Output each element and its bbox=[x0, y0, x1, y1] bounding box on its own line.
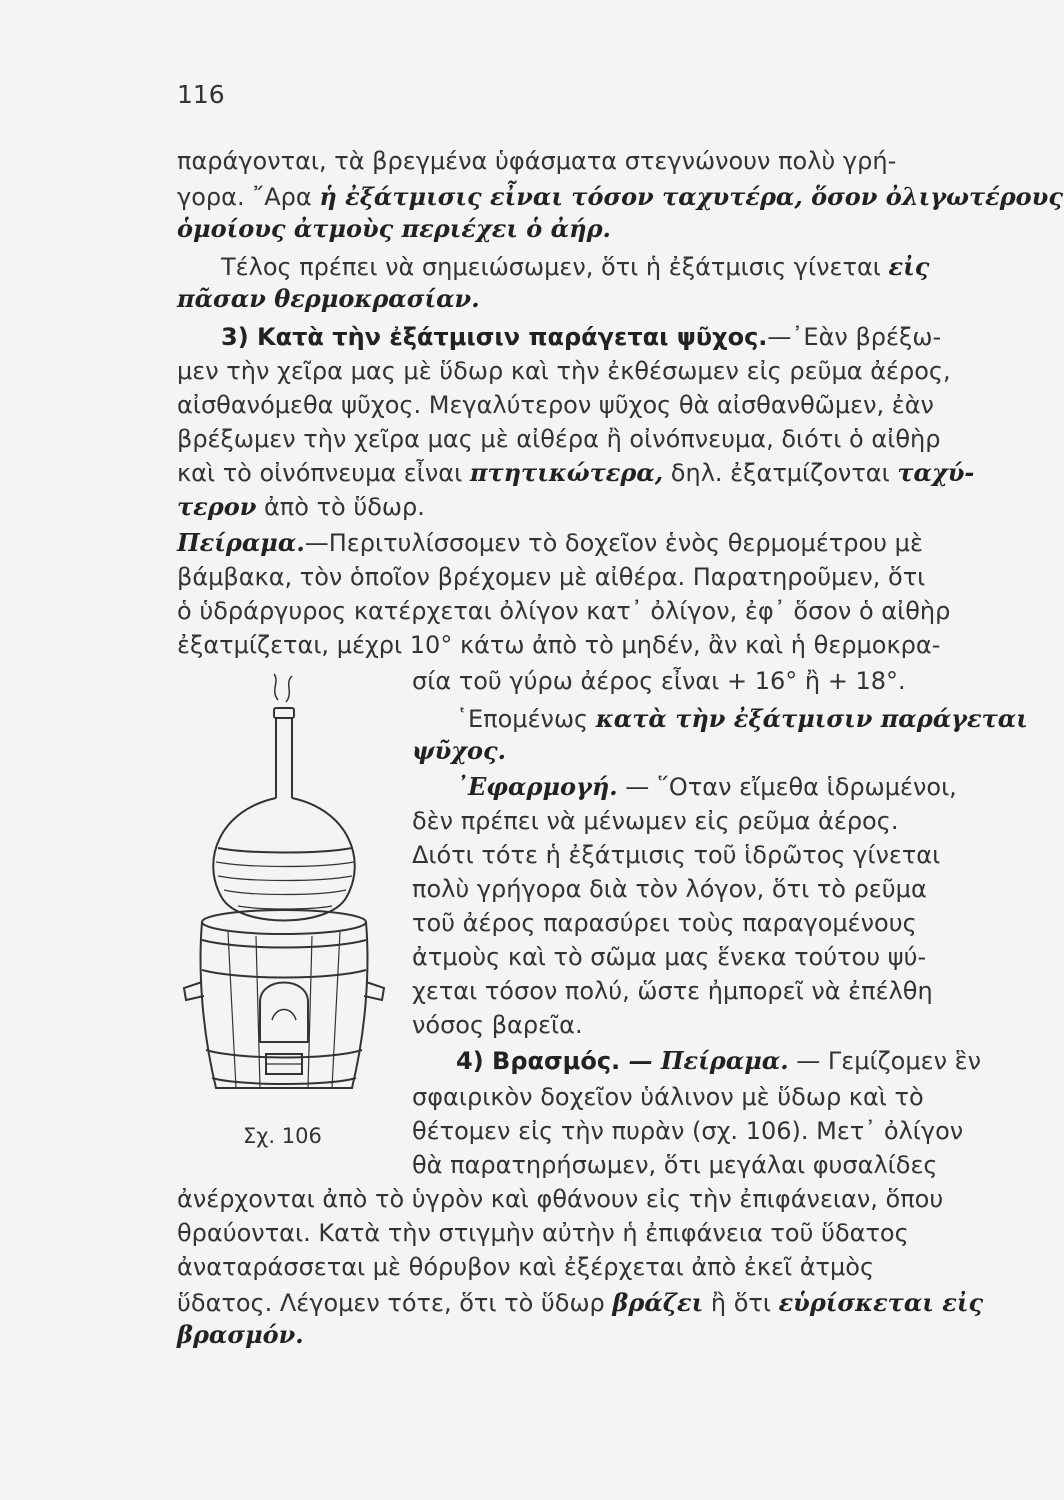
text-line bbox=[412, 666, 906, 696]
emphasis: ταχύ- bbox=[897, 458, 975, 487]
emphasis: πᾶσαν θερμοκρασίαν. bbox=[177, 284, 480, 313]
text-line bbox=[412, 942, 926, 972]
text-line bbox=[412, 908, 917, 938]
text-line bbox=[177, 630, 940, 660]
text: ἀνέρχονται ἀπὸ τὸ ὑγρὸν καὶ φθάνουν εἰς τὴν ἐπιφάνειαν, ὅπου bbox=[177, 1185, 944, 1213]
emphasis: κατὰ τὴν ἐξάτμισιν παράγεται bbox=[595, 704, 1028, 733]
text: θὰ παρατηρήσωμεν, ὅτι μεγάλαι φυσαλίδες bbox=[412, 1151, 938, 1179]
text: νόσος βαρεῖα. bbox=[412, 1011, 583, 1039]
text-line bbox=[456, 772, 957, 802]
text-line bbox=[412, 1082, 924, 1112]
text-line bbox=[412, 1010, 583, 1040]
emphasis: εὑρίσκεται εἰς bbox=[778, 1288, 984, 1317]
text: χεται τόσον πολύ, ὥστε ἠμπορεῖ νὰ ἐπέλθη bbox=[412, 977, 933, 1005]
emphasis: βρασμόν. bbox=[177, 1320, 304, 1349]
text: ῾Επομένως bbox=[456, 705, 596, 733]
text: βρέξωμεν τὴν χεῖρα μας μὲ αἰθέρα ἢ οἰνόπνευμα, διότι ὁ αἰθὴρ bbox=[177, 425, 941, 453]
section-heading bbox=[456, 1046, 981, 1076]
text: ὁ ὑδράργυρος κατέρχεται ὀλίγον κατ᾿ ὀλίγον, ἐφ᾿ ὅσον ὁ αἰθὴρ bbox=[177, 597, 951, 625]
text: δηλ. ἐξατμίζονται bbox=[663, 459, 898, 487]
text: —Περιτυλίσσομεν τὸ δοχεῖον ἑνὸς θερμομέτρου μὲ bbox=[304, 529, 923, 557]
emphasis: πτητικώτερα, bbox=[469, 458, 664, 487]
text: — ῞Οταν εἴμεθα ἱδρωμένοι, bbox=[617, 773, 957, 801]
text: Διότι τότε ἡ ἐξάτμισις τοῦ ἱδρῶτος γίνεται bbox=[412, 841, 941, 869]
text-line bbox=[412, 736, 506, 766]
figure-caption: Σχ. 106 bbox=[243, 1124, 322, 1148]
emphasis: ψῦχος. bbox=[412, 736, 507, 765]
text-line bbox=[456, 704, 1028, 734]
emphasis: εἰς bbox=[888, 252, 930, 281]
text-line bbox=[177, 284, 480, 314]
text-line bbox=[412, 1116, 963, 1146]
text: —᾿Εὰν βρέξω- bbox=[767, 323, 942, 351]
text-line bbox=[177, 1252, 874, 1282]
text-line bbox=[177, 390, 934, 420]
text-line bbox=[177, 214, 611, 244]
emphasis: βράζει bbox=[612, 1288, 704, 1317]
text-line bbox=[177, 182, 1063, 212]
emphasis: — Πείραμα. bbox=[620, 1046, 789, 1075]
text: δὲν πρέπει νὰ μένωμεν εἰς ρεῦμα ἀέρος. bbox=[412, 807, 899, 835]
heading: 4) Βρασμός. bbox=[456, 1047, 621, 1075]
text: σία τοῦ γύρω ἀέρος εἶναι + 16° ἢ + 18°. bbox=[412, 667, 906, 695]
page-number: 116 bbox=[177, 80, 225, 109]
text-line bbox=[177, 1288, 983, 1318]
text-line bbox=[177, 562, 925, 592]
text-line bbox=[177, 424, 940, 454]
text-line bbox=[177, 528, 923, 558]
text: παράγονται, τὰ βρεγμένα ὑφάσματα στεγνώνουν πολὺ γρή- bbox=[177, 147, 897, 175]
text-line bbox=[177, 1320, 304, 1350]
text: καὶ τὸ οἰνόπνευμα εἶναι bbox=[177, 459, 470, 487]
text: ὕδατος. Λέγομεν τότε, ὅτι τὸ ὕδωρ bbox=[177, 1289, 613, 1317]
text-line bbox=[221, 252, 929, 282]
text: τοῦ ἀέρος παρασύρει τοὺς παραγομένους bbox=[412, 909, 917, 937]
text: — Γεμίζομεν ἓν bbox=[788, 1047, 981, 1075]
text-line bbox=[177, 1184, 943, 1214]
text-line bbox=[177, 492, 425, 522]
text: ἀτμοὺς καὶ τὸ σῶμα μας ἕνεκα τούτου ψύ- bbox=[412, 943, 927, 971]
text-line bbox=[412, 1150, 938, 1180]
heading: 3) Κατὰ τὴν ἐξάτμισιν παράγεται ψῦχος. bbox=[221, 323, 768, 351]
emphasis: ὁμοίους ἀτμοὺς περιέχει ὁ ἀήρ. bbox=[177, 214, 611, 243]
text-line bbox=[412, 976, 933, 1006]
text: ἀπὸ τὸ ὕδωρ. bbox=[256, 493, 425, 521]
emphasis: ᾿Εφαρμογή. bbox=[456, 772, 618, 801]
section-heading bbox=[221, 322, 941, 352]
text-line bbox=[412, 840, 940, 870]
emphasis: τερον bbox=[177, 492, 257, 521]
emphasis: ἡ ἐξάτμισις εἶναι τόσον ταχυτέρα, ὅσον ὀλιγωτέρους bbox=[319, 182, 1063, 211]
text: μεν τὴν χεῖρα μας μὲ ὕδωρ καὶ τὴν ἐκθέσωμεν εἰς ρεῦμα ἀέρος, bbox=[177, 357, 951, 385]
emphasis: Πείραμα. bbox=[177, 528, 305, 557]
text: Τέλος πρέπει νὰ σημειώσωμεν, ὅτι ἡ ἐξάτμισις γίνεται bbox=[221, 253, 889, 281]
text: γορα. ῎Αρα bbox=[177, 183, 320, 211]
text-line bbox=[177, 596, 950, 626]
text: θέτομεν εἰς τὴν πυρὰν (σχ. 106). Μετ᾿ ὀλίγον bbox=[412, 1117, 964, 1145]
text: πολὺ γρήγορα διὰ τὸν λόγον, ὅτι τὸ ρεῦμα bbox=[412, 875, 927, 903]
text-line bbox=[177, 356, 951, 386]
text: ἐξατμίζεται, μέχρι 10° κάτω ἀπὸ τὸ μηδέν, ἂν καὶ ἡ θερμοκρα- bbox=[177, 631, 941, 659]
text-line bbox=[412, 874, 927, 904]
text-line bbox=[177, 1218, 909, 1248]
text: αἰσθανόμεθα ψῦχος. Μεγαλύτερον ψῦχος θὰ αἰσθανθῶμεν, ἐὰν bbox=[177, 391, 934, 419]
text: σφαιρικὸν δοχεῖον ὑάλινον μὲ ὕδωρ καὶ τὸ bbox=[412, 1083, 924, 1111]
text-line bbox=[177, 146, 896, 176]
text-line bbox=[412, 806, 898, 836]
text-line bbox=[177, 458, 974, 488]
text: θραύονται. Κατὰ τὴν στιγμὴν αὐτὴν ἡ ἐπιφάνεια τοῦ ὕδατος bbox=[177, 1219, 909, 1247]
text: ἢ ὅτι bbox=[703, 1289, 779, 1317]
flask-on-brazier-illustration bbox=[180, 670, 390, 1120]
text: ἀναταράσσεται μὲ θόρυβον καὶ ἐξέρχεται ἀπὸ ἐκεῖ ἀτμὸς bbox=[177, 1253, 875, 1281]
text: βάμβακα, τὸν ὁποῖον βρέχομεν μὲ αἰθέρα. Παρατηροῦμεν, ὅτι bbox=[177, 563, 926, 591]
